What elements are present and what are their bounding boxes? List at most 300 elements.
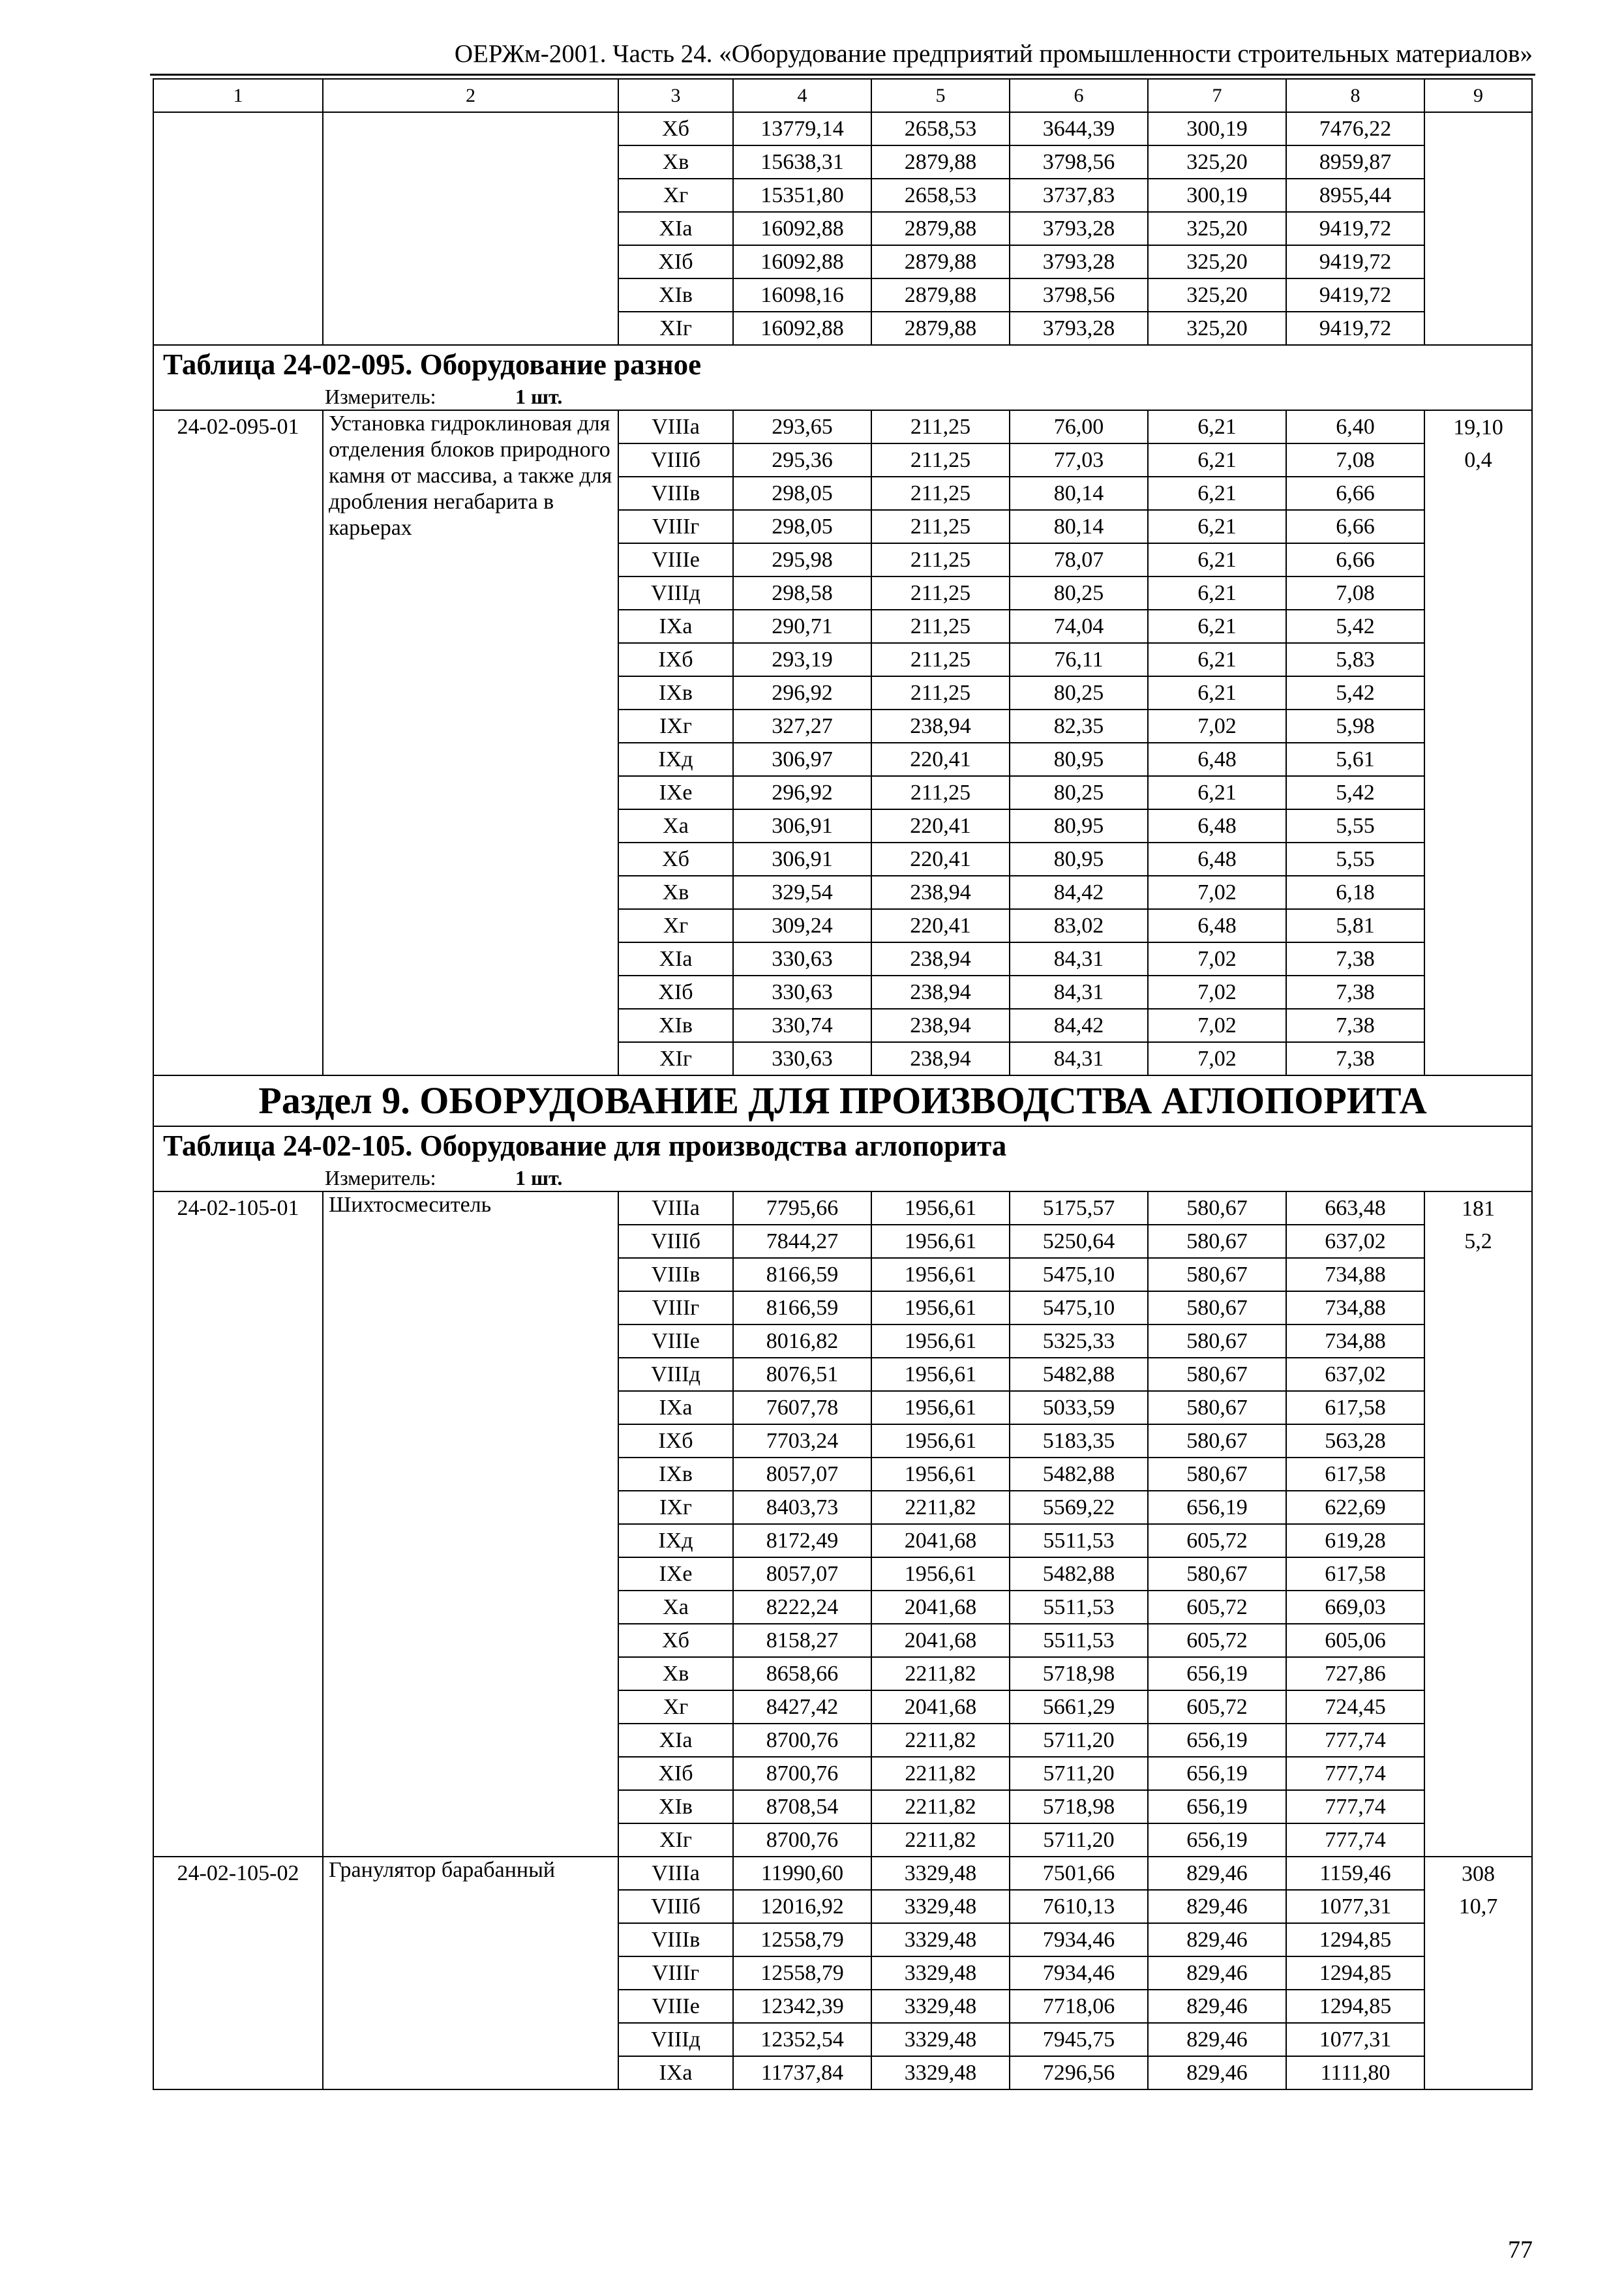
column-number: 8 [1286, 79, 1424, 112]
page-header: ОЕРЖм-2001. Часть 24. «Оборудование предприятий промышленности строительных материалов» [454, 40, 1533, 68]
value-cell: 734,88 [1286, 1258, 1424, 1291]
measure-row [153, 1165, 1532, 1191]
zone-cell: IXв [618, 676, 733, 710]
value-cell: 7718,06 [1010, 1990, 1148, 2023]
value-cell: 7,02 [1148, 976, 1286, 1009]
value-cell: 6,66 [1286, 477, 1424, 510]
value-cell: 3329,48 [871, 1956, 1010, 1990]
value-cell: 7,38 [1286, 942, 1424, 976]
value-cell: 580,67 [1148, 1458, 1286, 1491]
note-cell [1424, 477, 1532, 1075]
column-number: 6 [1010, 79, 1148, 112]
value-cell: 300,19 [1148, 112, 1286, 145]
value-cell: 8959,87 [1286, 145, 1424, 179]
value-cell: 8700,76 [733, 1823, 871, 1857]
value-cell: 12342,39 [733, 1990, 871, 2023]
value-cell: 1111,80 [1286, 2056, 1424, 2089]
zone-cell: VIIIв [618, 1923, 733, 1956]
value-cell: 1294,85 [1286, 1990, 1424, 2023]
code-cell: 24-02-095-01 [153, 410, 323, 1075]
value-cell: 6,48 [1148, 743, 1286, 776]
zone-cell: XIа [618, 212, 733, 245]
value-cell: 2879,88 [871, 278, 1010, 312]
value-cell: 6,21 [1148, 610, 1286, 643]
value-cell: 8955,44 [1286, 179, 1424, 212]
value-cell: 580,67 [1148, 1225, 1286, 1258]
value-cell: 7476,22 [1286, 112, 1424, 145]
zone-cell: IXг [618, 710, 733, 743]
value-cell: 2041,68 [871, 1524, 1010, 1557]
value-cell: 8076,51 [733, 1358, 871, 1391]
zone-cell: VIIIд [618, 1358, 733, 1391]
table-row [153, 1857, 1532, 1890]
table-095-title: Таблица 24-02-095. Оборудование разное [153, 345, 1532, 383]
table-row [153, 1191, 1532, 1225]
value-cell: 11990,60 [733, 1857, 871, 1890]
zone-cell: Xб [618, 1624, 733, 1657]
value-cell: 7934,46 [1010, 1923, 1148, 1956]
value-cell: 7,38 [1286, 1042, 1424, 1075]
value-cell: 80,95 [1010, 809, 1148, 843]
value-cell: 325,20 [1148, 212, 1286, 245]
note-cell [1424, 112, 1532, 345]
value-cell: 5718,98 [1010, 1657, 1148, 1690]
value-cell: 2879,88 [871, 212, 1010, 245]
measure-label: Измеритель: [325, 385, 436, 408]
value-cell: 2041,68 [871, 1591, 1010, 1624]
value-cell: 580,67 [1148, 1258, 1286, 1291]
value-cell: 656,19 [1148, 1724, 1286, 1757]
zone-cell: VIIIе [618, 543, 733, 576]
code-cell: 24-02-105-02 [153, 1857, 323, 2089]
value-cell: 9419,72 [1286, 278, 1424, 312]
value-cell: 580,67 [1148, 1191, 1286, 1225]
value-cell: 3329,48 [871, 2056, 1010, 2089]
column-number: 9 [1424, 79, 1532, 112]
zone-cell: Xг [618, 179, 733, 212]
value-cell: 6,66 [1286, 543, 1424, 576]
name-cell [323, 1191, 618, 1857]
zone-cell: Xб [618, 843, 733, 876]
value-cell: 8057,07 [733, 1458, 871, 1491]
value-cell: 7,02 [1148, 942, 1286, 976]
value-cell: 211,25 [871, 543, 1010, 576]
value-cell: 238,94 [871, 976, 1010, 1009]
value-cell: 2041,68 [871, 1690, 1010, 1724]
value-cell: 1956,61 [871, 1258, 1010, 1291]
value-cell: 295,36 [733, 443, 871, 477]
value-cell: 1956,61 [871, 1458, 1010, 1491]
value-cell: 306,91 [733, 843, 871, 876]
value-cell: 1159,46 [1286, 1857, 1424, 1890]
value-cell: 7,38 [1286, 1009, 1424, 1042]
measure-line [153, 1165, 1532, 1191]
value-cell: 80,95 [1010, 743, 1148, 776]
value-cell: 298,58 [733, 576, 871, 610]
zone-cell: IXв [618, 1458, 733, 1491]
value-cell: 76,00 [1010, 410, 1148, 443]
zone-cell: IXд [618, 1524, 733, 1557]
value-cell: 80,25 [1010, 776, 1148, 809]
value-cell: 3329,48 [871, 1890, 1010, 1923]
zone-cell: VIIIд [618, 576, 733, 610]
value-cell: 7296,56 [1010, 2056, 1148, 2089]
value-cell: 2211,82 [871, 1823, 1010, 1857]
value-cell: 656,19 [1148, 1657, 1286, 1690]
zone-cell: IXа [618, 2056, 733, 2089]
value-cell: 16092,88 [733, 312, 871, 345]
value-cell: 13779,14 [733, 112, 871, 145]
value-cell: 1956,61 [871, 1191, 1010, 1225]
value-cell: 6,21 [1148, 643, 1286, 676]
value-cell: 220,41 [871, 909, 1010, 942]
value-cell: 829,46 [1148, 1990, 1286, 2023]
zone-cell: VIIIе [618, 1990, 733, 2023]
value-cell: 5711,20 [1010, 1823, 1148, 1857]
name-cell [323, 410, 618, 1075]
value-cell: 7844,27 [733, 1225, 871, 1258]
value-cell: 220,41 [871, 809, 1010, 843]
value-cell: 777,74 [1286, 1757, 1424, 1790]
value-cell: 656,19 [1148, 1491, 1286, 1524]
value-cell: 829,46 [1148, 1890, 1286, 1923]
column-number: 3 [618, 79, 733, 112]
value-cell: 637,02 [1286, 1225, 1424, 1258]
value-cell: 2211,82 [871, 1757, 1010, 1790]
value-cell: 580,67 [1148, 1391, 1286, 1424]
zone-cell: IXа [618, 610, 733, 643]
value-cell: 6,21 [1148, 676, 1286, 710]
value-cell: 325,20 [1148, 245, 1286, 278]
code-cell [153, 112, 323, 345]
zone-cell: XIв [618, 1009, 733, 1042]
value-cell: 211,25 [871, 610, 1010, 643]
zone-cell: XIб [618, 245, 733, 278]
value-cell: 211,25 [871, 576, 1010, 610]
table-105-title: Таблица 24-02-105. Оборудование для производства аглопорита [153, 1126, 1532, 1165]
value-cell: 1956,61 [871, 1424, 1010, 1458]
value-cell: 211,25 [871, 510, 1010, 543]
value-cell: 6,48 [1148, 809, 1286, 843]
value-cell: 238,94 [871, 1042, 1010, 1075]
value-cell: 2041,68 [871, 1624, 1010, 1657]
column-number: 1 [153, 79, 323, 112]
item-name: Установка гидроклиновая для отделения блоков природного камня от массива, а также для дробления негабарита в карьерах [329, 411, 612, 540]
zone-cell: VIIIб [618, 443, 733, 477]
value-cell: 3793,28 [1010, 312, 1148, 345]
value-cell: 2211,82 [871, 1657, 1010, 1690]
value-cell: 300,19 [1148, 179, 1286, 212]
value-cell: 238,94 [871, 876, 1010, 909]
value-cell: 656,19 [1148, 1757, 1286, 1790]
value-cell: 6,21 [1148, 477, 1286, 510]
value-cell: 734,88 [1286, 1324, 1424, 1358]
value-cell: 7,02 [1148, 1042, 1286, 1075]
value-cell: 330,63 [733, 976, 871, 1009]
value-cell: 5,42 [1286, 776, 1424, 809]
value-cell: 293,65 [733, 410, 871, 443]
value-cell: 580,67 [1148, 1291, 1286, 1324]
value-cell: 5661,29 [1010, 1690, 1148, 1724]
value-cell: 580,67 [1148, 1424, 1286, 1458]
value-cell: 16098,16 [733, 278, 871, 312]
value-cell: 8403,73 [733, 1491, 871, 1524]
value-cell: 2211,82 [871, 1491, 1010, 1524]
section-title: Раздел 9. ОБОРУДОВАНИЕ ДЛЯ ПРОИЗВОДСТВА АГЛОПОРИТА [153, 1075, 1532, 1126]
value-cell: 580,67 [1148, 1324, 1286, 1358]
value-cell: 5183,35 [1010, 1424, 1148, 1458]
value-cell: 80,14 [1010, 477, 1148, 510]
value-cell: 84,31 [1010, 942, 1148, 976]
value-cell: 656,19 [1148, 1823, 1286, 1857]
value-cell: 77,03 [1010, 443, 1148, 477]
zone-cell: Xв [618, 876, 733, 909]
value-cell: 5175,57 [1010, 1191, 1148, 1225]
value-cell: 605,72 [1148, 1591, 1286, 1624]
zone-cell: VIIIв [618, 1258, 733, 1291]
zone-cell: XIв [618, 278, 733, 312]
value-cell: 8708,54 [733, 1790, 871, 1823]
value-cell: 617,58 [1286, 1557, 1424, 1591]
value-cell: 12558,79 [733, 1956, 871, 1990]
value-cell: 5033,59 [1010, 1391, 1148, 1424]
value-cell: 296,92 [733, 776, 871, 809]
value-cell: 5711,20 [1010, 1757, 1148, 1790]
zone-cell: IXе [618, 1557, 733, 1591]
value-cell: 7,08 [1286, 576, 1424, 610]
value-cell: 3329,48 [871, 2023, 1010, 2056]
value-cell: 6,48 [1148, 909, 1286, 942]
zone-cell: VIIIг [618, 510, 733, 543]
value-cell: 3329,48 [871, 1923, 1010, 1956]
value-cell: 211,25 [871, 477, 1010, 510]
value-cell: 211,25 [871, 443, 1010, 477]
value-cell: 80,25 [1010, 576, 1148, 610]
value-cell: 7610,13 [1010, 1890, 1148, 1923]
value-cell: 9419,72 [1286, 245, 1424, 278]
value-cell: 5511,53 [1010, 1524, 1148, 1557]
value-cell: 8222,24 [733, 1591, 871, 1624]
value-cell: 617,58 [1286, 1458, 1424, 1491]
value-cell: 5482,88 [1010, 1458, 1148, 1491]
zone-cell: VIIIг [618, 1291, 733, 1324]
zone-cell: VIIIа [618, 1857, 733, 1890]
measure-line [153, 383, 1532, 410]
value-cell: 7703,24 [733, 1424, 871, 1458]
value-cell: 1956,61 [871, 1358, 1010, 1391]
value-cell: 8658,66 [733, 1657, 871, 1690]
value-cell: 6,48 [1148, 843, 1286, 876]
value-cell: 309,24 [733, 909, 871, 942]
value-cell: 7945,75 [1010, 2023, 1148, 2056]
value-cell: 5569,22 [1010, 1491, 1148, 1524]
value-cell: 605,72 [1148, 1624, 1286, 1657]
value-cell: 605,72 [1148, 1524, 1286, 1557]
note-cell [1424, 1258, 1532, 1857]
measure-value: 1 шт. [515, 385, 563, 408]
value-cell: 293,19 [733, 643, 871, 676]
zone-cell: IXе [618, 776, 733, 809]
value-cell: 8427,42 [733, 1690, 871, 1724]
note-cell [1424, 1923, 1532, 2089]
column-number: 7 [1148, 79, 1286, 112]
value-cell: 6,40 [1286, 410, 1424, 443]
value-cell: 8057,07 [733, 1557, 871, 1591]
value-cell: 5,42 [1286, 610, 1424, 643]
value-cell: 2658,53 [871, 179, 1010, 212]
value-cell: 1956,61 [871, 1225, 1010, 1258]
value-cell: 5325,33 [1010, 1324, 1148, 1358]
value-cell: 330,63 [733, 942, 871, 976]
zone-cell: VIIIб [618, 1225, 733, 1258]
value-cell: 295,98 [733, 543, 871, 576]
value-cell: 7501,66 [1010, 1857, 1148, 1890]
name-cell [323, 1857, 618, 2089]
header-rule [150, 74, 1535, 76]
value-cell: 74,04 [1010, 610, 1148, 643]
value-cell: 2879,88 [871, 312, 1010, 345]
value-cell: 8172,49 [733, 1524, 871, 1557]
value-cell: 84,42 [1010, 876, 1148, 909]
value-cell: 622,69 [1286, 1491, 1424, 1524]
value-cell: 211,25 [871, 676, 1010, 710]
value-cell: 80,25 [1010, 676, 1148, 710]
value-cell: 724,45 [1286, 1690, 1424, 1724]
measure-row [153, 383, 1532, 410]
value-cell: 7795,66 [733, 1191, 871, 1225]
zone-cell: XIг [618, 1042, 733, 1075]
value-cell: 3737,83 [1010, 179, 1148, 212]
value-cell: 7,02 [1148, 876, 1286, 909]
value-cell: 5511,53 [1010, 1624, 1148, 1657]
value-cell: 8016,82 [733, 1324, 871, 1358]
table-title-row [153, 345, 1532, 383]
value-cell: 617,58 [1286, 1391, 1424, 1424]
value-cell: 1294,85 [1286, 1956, 1424, 1990]
zone-cell: VIIIа [618, 1191, 733, 1225]
item-name: Гранулятор барабанный [329, 1858, 556, 1882]
value-cell: 3793,28 [1010, 212, 1148, 245]
zone-cell: XIб [618, 1757, 733, 1790]
value-cell: 2211,82 [871, 1790, 1010, 1823]
value-cell: 12558,79 [733, 1923, 871, 1956]
zone-cell: Xб [618, 112, 733, 145]
value-cell: 3329,48 [871, 1857, 1010, 1890]
value-cell: 5,83 [1286, 643, 1424, 676]
value-cell: 238,94 [871, 710, 1010, 743]
zone-cell: VIIIа [618, 410, 733, 443]
note-cell: 5,2 [1424, 1225, 1532, 1258]
value-cell: 16092,88 [733, 212, 871, 245]
zone-cell: IXб [618, 1424, 733, 1458]
value-cell: 16092,88 [733, 245, 871, 278]
item-name: Шихтосмеситель [329, 1193, 492, 1217]
measure-value: 1 шт. [515, 1166, 563, 1189]
table-title-row [153, 1126, 1532, 1165]
value-cell: 2211,82 [871, 1724, 1010, 1757]
value-cell: 238,94 [871, 1009, 1010, 1042]
zone-cell: XIа [618, 942, 733, 976]
column-number: 2 [323, 79, 618, 112]
value-cell: 82,35 [1010, 710, 1148, 743]
value-cell: 327,27 [733, 710, 871, 743]
value-cell: 220,41 [871, 843, 1010, 876]
value-cell: 8700,76 [733, 1757, 871, 1790]
value-cell: 7,38 [1286, 976, 1424, 1009]
value-cell: 9419,72 [1286, 212, 1424, 245]
value-cell: 5,98 [1286, 710, 1424, 743]
value-cell: 777,74 [1286, 1790, 1424, 1823]
zone-cell: XIг [618, 312, 733, 345]
value-cell: 7,02 [1148, 710, 1286, 743]
value-cell: 2879,88 [871, 245, 1010, 278]
value-cell: 5475,10 [1010, 1258, 1148, 1291]
zone-cell: VIIIв [618, 477, 733, 510]
value-cell: 298,05 [733, 510, 871, 543]
zone-cell: Xа [618, 809, 733, 843]
value-cell: 306,91 [733, 809, 871, 843]
value-cell: 663,48 [1286, 1191, 1424, 1225]
zone-cell: XIб [618, 976, 733, 1009]
zone-cell: VIIIб [618, 1890, 733, 1923]
zone-cell: Xа [618, 1591, 733, 1624]
value-cell: 290,71 [733, 610, 871, 643]
zone-cell: Xг [618, 909, 733, 942]
value-cell: 5,42 [1286, 676, 1424, 710]
value-cell: 5718,98 [1010, 1790, 1148, 1823]
value-cell: 5250,64 [1010, 1225, 1148, 1258]
value-cell: 5,81 [1286, 909, 1424, 942]
value-cell: 777,74 [1286, 1724, 1424, 1757]
value-cell: 80,14 [1010, 510, 1148, 543]
value-cell: 330,63 [733, 1042, 871, 1075]
value-cell: 637,02 [1286, 1358, 1424, 1391]
value-cell: 6,21 [1148, 776, 1286, 809]
value-cell: 83,02 [1010, 909, 1148, 942]
value-cell: 5,61 [1286, 743, 1424, 776]
value-cell: 829,46 [1148, 1857, 1286, 1890]
value-cell: 605,72 [1148, 1690, 1286, 1724]
value-cell: 580,67 [1148, 1358, 1286, 1391]
value-cell: 80,95 [1010, 843, 1148, 876]
value-cell: 84,42 [1010, 1009, 1148, 1042]
value-cell: 3798,56 [1010, 145, 1148, 179]
value-cell: 3329,48 [871, 1990, 1010, 2023]
rates-table [153, 78, 1533, 2090]
code-cell: 24-02-105-01 [153, 1191, 323, 1857]
page-number: 77 [1508, 2236, 1533, 2264]
value-cell: 12352,54 [733, 2023, 871, 2056]
value-cell: 1077,31 [1286, 1890, 1424, 1923]
value-cell: 7607,78 [733, 1391, 871, 1424]
value-cell: 6,18 [1286, 876, 1424, 909]
value-cell: 3644,39 [1010, 112, 1148, 145]
zone-cell: XIв [618, 1790, 733, 1823]
value-cell: 296,92 [733, 676, 871, 710]
value-cell: 829,46 [1148, 1956, 1286, 1990]
value-cell: 325,20 [1148, 312, 1286, 345]
zone-cell: VIIIг [618, 1956, 733, 1990]
value-cell: 7,08 [1286, 443, 1424, 477]
value-cell: 1294,85 [1286, 1923, 1424, 1956]
note-cell: 10,7 [1424, 1890, 1532, 1923]
value-cell: 76,11 [1010, 643, 1148, 676]
value-cell: 8700,76 [733, 1724, 871, 1757]
value-cell: 15638,31 [733, 145, 871, 179]
value-cell: 325,20 [1148, 145, 1286, 179]
value-cell: 5,55 [1286, 843, 1424, 876]
value-cell: 6,21 [1148, 443, 1286, 477]
